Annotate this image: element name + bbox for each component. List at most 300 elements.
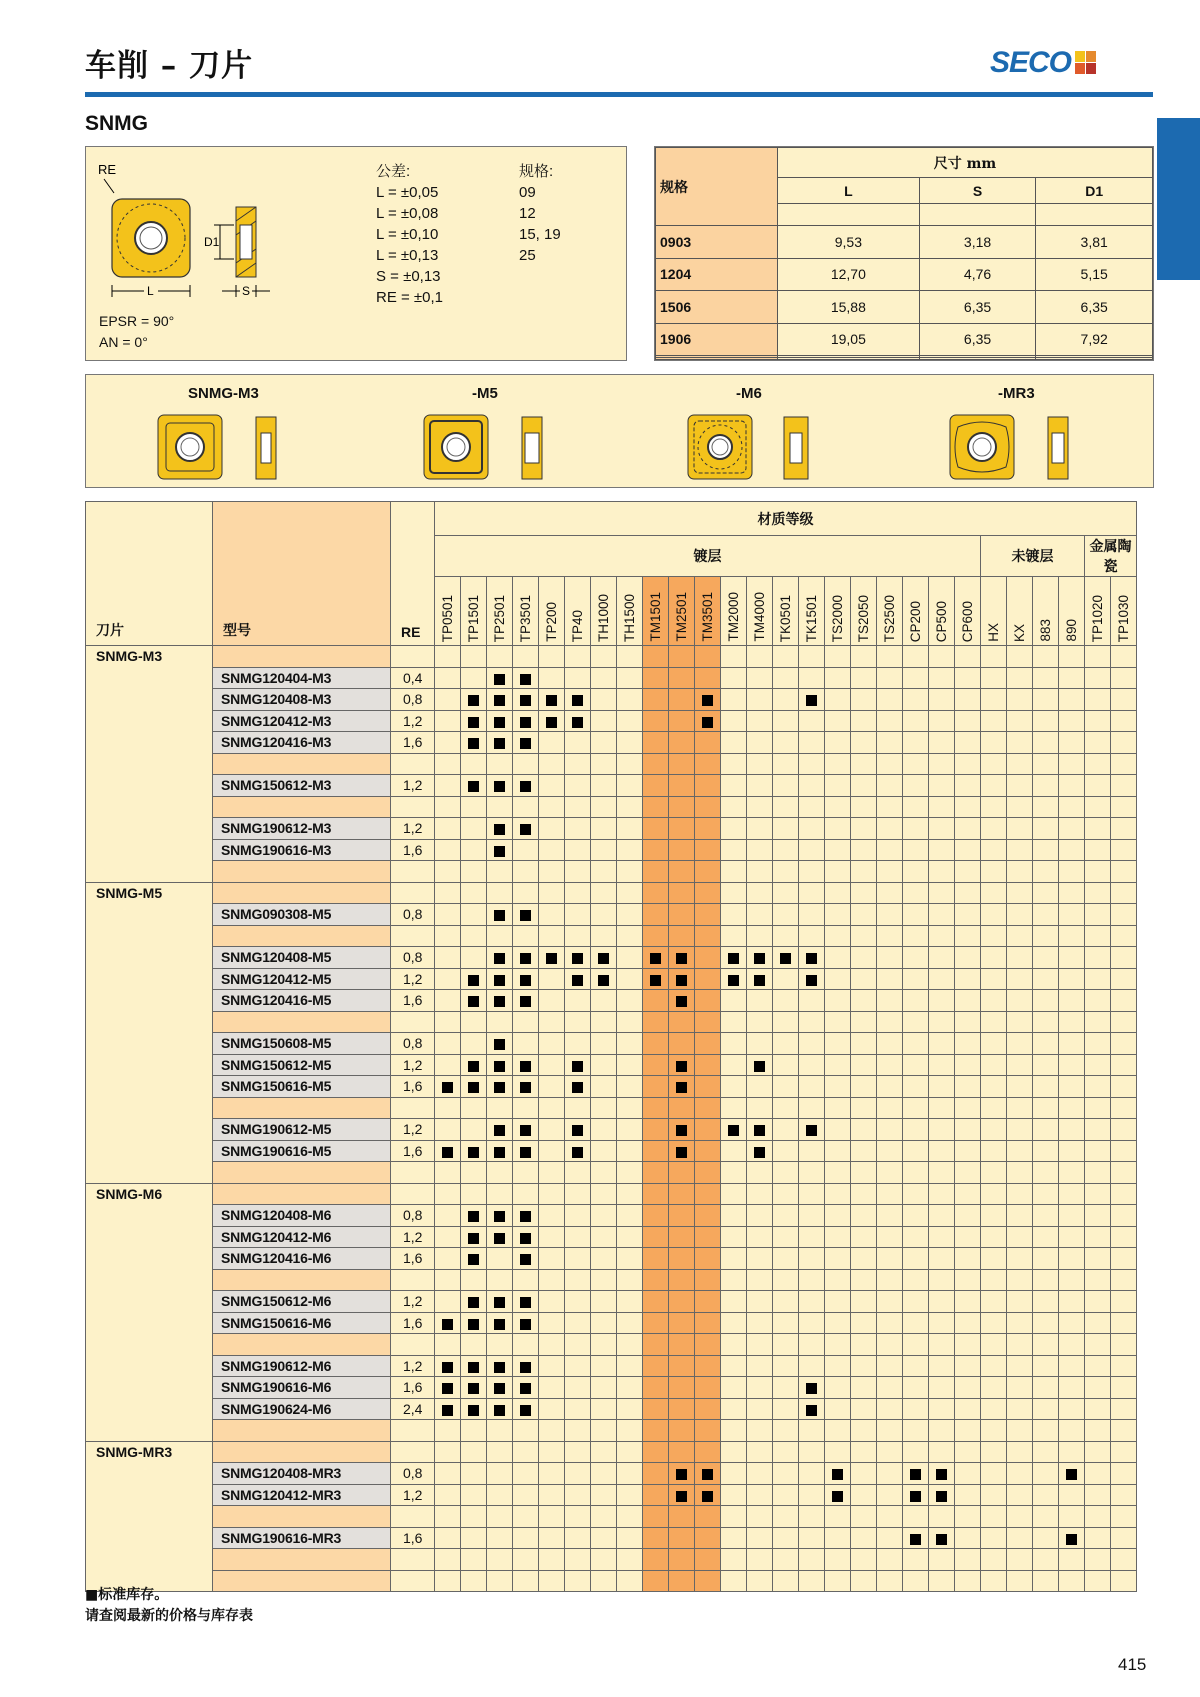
model-cell [213,1097,391,1119]
grade-cell [565,1248,591,1270]
grade-cell [721,1291,747,1313]
grade-cell [747,1484,773,1506]
variant-label-m6: -M6 [736,385,762,402]
grade-cell [539,732,565,754]
grade-cell [643,1226,669,1248]
grade-cell [903,1527,929,1549]
grade-cell [1111,1527,1137,1549]
grade-cell [591,1355,617,1377]
grade-cell [461,1291,487,1313]
grade-cell [955,861,981,883]
table-row [86,1549,1137,1571]
grade-cell [1033,882,1059,904]
grade-cell [487,1420,513,1442]
grade-cell [669,1291,695,1313]
grade-cell [487,1054,513,1076]
grade-cell [773,1076,799,1098]
grade-cell [461,1183,487,1205]
re-cell: 1,6 [391,839,435,861]
stock-marker-icon [468,1362,479,1373]
grade-cell [1059,1506,1085,1528]
grade-cell [461,861,487,883]
re-cell: 1,2 [391,1291,435,1313]
re-cell: 1,2 [391,710,435,732]
grade-cell [773,818,799,840]
grade-cell [695,1484,721,1506]
re-cell: 2,4 [391,1398,435,1420]
grade-cell [1085,1570,1111,1592]
grade-cell [877,861,903,883]
l-label: L [147,284,154,298]
grade-cell [747,732,773,754]
grade-cell [721,1377,747,1399]
grade-cell [747,689,773,711]
grade-cell [1085,1312,1111,1334]
grade-cell [1059,990,1085,1012]
grade-cell [1085,1054,1111,1076]
grade-cell [929,968,955,990]
grade-cell [487,1398,513,1420]
grade-cell [435,1312,461,1334]
grade-cell [1033,1334,1059,1356]
grade-cell [1111,1506,1137,1528]
grade-cell [435,1506,461,1528]
grade-cell [903,1463,929,1485]
grade-cell [565,818,591,840]
grade-cell [461,1269,487,1291]
grade-cell [981,1076,1007,1098]
grade-cell [981,1162,1007,1184]
grade-cell [461,947,487,969]
grade-cell [435,1527,461,1549]
grade-cell [1007,1033,1033,1055]
grade-cell [903,1205,929,1227]
grade-cell [643,1463,669,1485]
stock-marker-icon [442,1362,453,1373]
grade-cell [435,1033,461,1055]
grade-cell [773,753,799,775]
grade-cell [513,1291,539,1313]
grade-cell [877,1097,903,1119]
grade-cell [825,1097,851,1119]
grade-cell [955,1033,981,1055]
insert-column-header: 刀片 [86,502,213,646]
table-row [86,775,1137,797]
grade-cell [851,1183,877,1205]
grade-cell [591,925,617,947]
grade-cell [539,990,565,1012]
grade-cell [773,667,799,689]
grade-cell [721,1463,747,1485]
stock-marker-icon [494,1061,505,1072]
grade-cell [591,646,617,668]
grade-cell [1085,839,1111,861]
insert-family-label: SNMG-M6 [86,1183,213,1441]
grade-cell [851,1205,877,1227]
grade-cell [643,1549,669,1571]
stock-marker-icon [494,695,505,706]
grade-cell [565,1097,591,1119]
grade-cell [1059,818,1085,840]
grade-cell [773,861,799,883]
stock-marker-icon [598,953,609,964]
stock-marker-icon [520,953,531,964]
grade-cell [799,968,825,990]
grade-cell [591,775,617,797]
grade-cell [903,818,929,840]
grade-cell [643,1269,669,1291]
grade-cell [799,904,825,926]
table-row [86,1506,1137,1528]
grade-cell [565,1011,591,1033]
grade-cell [773,1463,799,1485]
table-row [86,1248,1137,1270]
grade-cell [747,1033,773,1055]
stock-marker-icon [936,1491,947,1502]
grade-cell [1033,1033,1059,1055]
grade-cell [1085,818,1111,840]
grade-cell [799,1506,825,1528]
grade-cell [435,925,461,947]
table-row [86,904,1137,926]
grade-cell [799,1549,825,1571]
grade-cell [903,646,929,668]
stock-marker-icon [520,1362,531,1373]
grade-cell [877,882,903,904]
grade-cell [877,1355,903,1377]
grade-cell [461,990,487,1012]
grade-cell [591,1011,617,1033]
grade-cell [617,1140,643,1162]
stock-marker-icon [442,1082,453,1093]
grade-cell [929,775,955,797]
grade-cell [591,1570,617,1592]
grade-cell [591,1334,617,1356]
grade-cell [591,861,617,883]
re-cell: 1,6 [391,1377,435,1399]
grade-cell [929,1312,955,1334]
stock-marker-icon [546,953,557,964]
model-cell [213,1420,391,1442]
grade-cell [1007,1484,1033,1506]
grade-cell [1007,667,1033,689]
grade-cell [1033,1463,1059,1485]
grade-cell [591,1291,617,1313]
grade-cell [747,1398,773,1420]
grade-cell [877,1570,903,1592]
grade-cell [1085,904,1111,926]
grade-cell [747,818,773,840]
grade-cell [981,1527,1007,1549]
grade-cell [955,947,981,969]
stock-marker-icon [676,953,687,964]
grade-column-header: 890 [1059,577,1085,646]
re-cell: 1,2 [391,1054,435,1076]
grade-cell [981,1506,1007,1528]
model-cell [213,1441,391,1463]
grade-cell [461,1334,487,1356]
stock-marker-icon [494,910,505,921]
grade-cell [929,1269,955,1291]
grade-cell [617,732,643,754]
grade-cell [903,1226,929,1248]
model-cell: SNMG120412-M5 [213,968,391,990]
grade-cell [799,1097,825,1119]
grade-cell [643,753,669,775]
grade-cell [747,1312,773,1334]
grade-cell [695,753,721,775]
grade-cell [955,1377,981,1399]
grade-cell [591,990,617,1012]
model-cell: SNMG150612-M5 [213,1054,391,1076]
re-cell [391,861,435,883]
grade-cell [617,710,643,732]
grade-cell [539,861,565,883]
grade-cell [773,1054,799,1076]
grade-cell [929,1248,955,1270]
grade-cell [721,990,747,1012]
grade-cell [565,1076,591,1098]
grade-column-header: TM1501 [643,577,669,646]
grade-cell [1111,1291,1137,1313]
grade-cell [591,1463,617,1485]
grade-cell [695,1355,721,1377]
grade-cell [669,861,695,883]
grade-cell [1111,732,1137,754]
grade-cell [825,1269,851,1291]
grade-cell [825,775,851,797]
grade-cell [877,1291,903,1313]
grade-cell [669,925,695,947]
stock-marker-icon [520,1233,531,1244]
stock-marker-icon [936,1469,947,1480]
side-tab [1157,118,1200,280]
grade-cell [799,861,825,883]
grade-cell [695,947,721,969]
re-cell [391,1441,435,1463]
grade-cell [799,796,825,818]
grade-cell [799,1441,825,1463]
grade-cell [1085,1076,1111,1098]
stock-marker-icon [754,1147,765,1158]
stock-marker-icon [520,996,531,1007]
table-row [86,1183,1137,1205]
grade-cell [721,1269,747,1291]
grade-cell [929,1334,955,1356]
grade-cell [877,1248,903,1270]
grade-cell [1085,1183,1111,1205]
grade-cell [955,732,981,754]
grade-cell [461,1140,487,1162]
grade-cell [851,1398,877,1420]
grade-cell [487,1506,513,1528]
grade-cell [955,1097,981,1119]
grade-cell [643,1097,669,1119]
grade-cell [669,1463,695,1485]
grade-cell [929,1506,955,1528]
grade-cell [617,1162,643,1184]
grade-cell [1085,1506,1111,1528]
grade-cell [773,710,799,732]
grade-cell [1111,1570,1137,1592]
grade-cell [773,839,799,861]
grade-cell [617,968,643,990]
grade-cell [1033,1119,1059,1141]
grade-cell [1007,1226,1033,1248]
grade-cell [617,646,643,668]
grade-cell [487,646,513,668]
table-row [86,1463,1137,1485]
grade-cell [461,1011,487,1033]
model-column-header: 型号 [213,502,391,646]
grade-cell [903,1162,929,1184]
table-row [86,1076,1137,1098]
grade-cell [825,1248,851,1270]
grade-cell [513,947,539,969]
grade-cell [617,689,643,711]
grade-cell [1111,1355,1137,1377]
grade-cell [955,1506,981,1528]
grade-cell [617,818,643,840]
stock-marker-icon [520,738,531,749]
grade-cell [1007,1269,1033,1291]
grade-cell [669,1119,695,1141]
stock-marker-icon [702,717,713,728]
stock-marker-icon [494,1211,505,1222]
re-cell: 1,6 [391,1076,435,1098]
grade-cell [799,1355,825,1377]
grade-cell [1007,646,1033,668]
grade-cell [1007,839,1033,861]
grade-cell [747,1140,773,1162]
model-cell [213,1549,391,1571]
grade-cell [487,1441,513,1463]
grade-cell [617,1398,643,1420]
grade-cell [747,1183,773,1205]
grade-cell [1111,1463,1137,1485]
grade-column-header: CP600 [955,577,981,646]
grade-cell [799,689,825,711]
tolerance-row: S = ±0,13 [376,268,441,285]
grade-cell [877,839,903,861]
grade-cell [773,1162,799,1184]
grade-cell [513,818,539,840]
grade-cell [435,1570,461,1592]
grade-cell [903,1334,929,1356]
grade-cell [539,753,565,775]
grade-cell [903,1097,929,1119]
tolerance-row: L = ±0,13 25 [376,247,536,264]
stock-marker-icon [910,1469,921,1480]
m6-insert-icon [686,413,816,483]
grade-cell [799,990,825,1012]
table-row [86,1484,1137,1506]
grade-cell [877,1119,903,1141]
grade-cell [877,1269,903,1291]
m5-insert-icon [422,413,552,483]
re-cell: 1,2 [391,1355,435,1377]
grade-cell [1085,1420,1111,1442]
grade-cell [695,1398,721,1420]
grade-cell [565,710,591,732]
grade-cell [513,1269,539,1291]
re-cell: 0,8 [391,904,435,926]
variant-label-m3: SNMG-M3 [188,385,259,402]
stock-marker-icon [494,738,505,749]
grade-cell [669,839,695,861]
grade-cell [487,1484,513,1506]
grade-cell [1007,689,1033,711]
size-table [654,146,1154,361]
dimension-header: 尺寸 mm [778,148,1153,178]
grade-cell [877,1140,903,1162]
grade-cell [721,1248,747,1270]
grade-cell [825,646,851,668]
grade-cell [981,1269,1007,1291]
grade-cell [825,968,851,990]
table-row [86,1162,1137,1184]
grade-table [85,501,1137,1592]
grade-cell [773,1291,799,1313]
stock-marker-icon [832,1491,843,1502]
grade-cell [1059,1226,1085,1248]
re-cell: 0,8 [391,1033,435,1055]
grade-cell [617,1463,643,1485]
grade-cell [903,1506,929,1528]
grade-column-header: TP1030 [1111,577,1137,646]
grade-cell [1085,1269,1111,1291]
grade-cell [487,925,513,947]
table-row [86,968,1137,990]
grade-cell [903,904,929,926]
grade-cell [539,1377,565,1399]
stock-marker-icon [702,695,713,706]
grade-cell [1033,1291,1059,1313]
grade-cell [721,882,747,904]
grade-cell [1085,1226,1111,1248]
stock-marker-icon [494,1405,505,1416]
grade-cell [487,1097,513,1119]
grade-cell [435,775,461,797]
grade-cell [669,1097,695,1119]
grade-cell [1033,861,1059,883]
grade-cell [721,796,747,818]
grade-cell [1059,667,1085,689]
grade-cell [877,775,903,797]
grade-cell [721,1162,747,1184]
grade-cell [695,646,721,668]
grade-cell [643,1054,669,1076]
grade-cell [851,1291,877,1313]
grade-cell [1111,1076,1137,1098]
grade-cell [721,1527,747,1549]
stock-marker-icon [676,1082,687,1093]
grade-cell [1111,839,1137,861]
grade-cell [1111,1549,1137,1571]
grade-cell [1007,710,1033,732]
grade-cell [669,1549,695,1571]
grade-cell [435,1441,461,1463]
grade-cell [643,667,669,689]
grade-cell [487,1183,513,1205]
grade-column-header: TM3501 [695,577,721,646]
grade-cell [487,1162,513,1184]
grade-cell [773,1377,799,1399]
grade-cell [903,861,929,883]
stock-marker-icon [702,1469,713,1480]
grade-cell [799,732,825,754]
grade-cell [929,1183,955,1205]
